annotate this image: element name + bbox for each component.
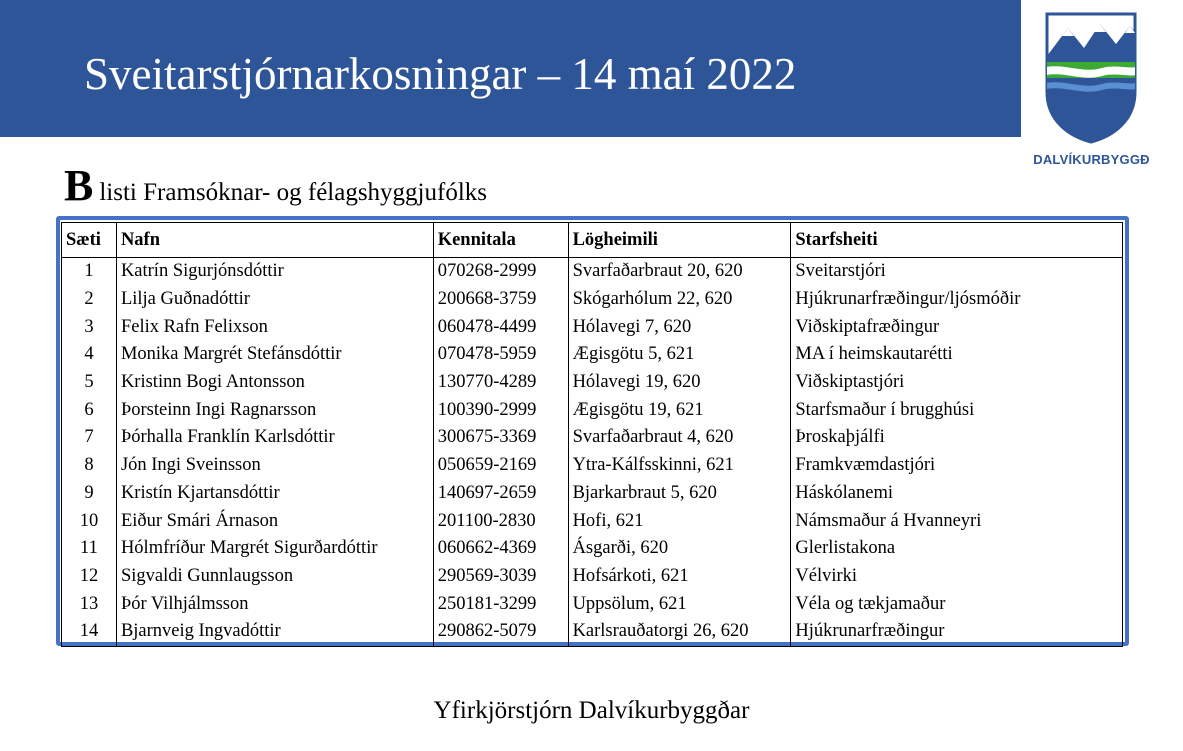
occupation-cell: Vélvirki: [791, 563, 1123, 591]
id-cell: 300675-3369: [433, 424, 568, 452]
id-cell: 130770-4289: [433, 369, 568, 397]
table-row: [62, 286, 1123, 314]
seat-cell: 10: [62, 507, 117, 535]
logo-wordmark: DALVÍKURBYGGÐ: [1033, 152, 1150, 167]
dalvikurbyggd-crest-icon: [1042, 8, 1140, 146]
address-cell: Ytra-Kálfsskinni, 621: [568, 452, 791, 480]
table-row: [62, 396, 1123, 424]
seat-cell: 9: [62, 480, 117, 508]
id-cell: 201100-2830: [433, 507, 568, 535]
list-name: listi Framsóknar- og félagshyggjufólks: [99, 179, 488, 206]
table-row: [62, 535, 1123, 563]
seat-cell: 6: [62, 396, 117, 424]
list-heading: [64, 160, 487, 211]
occupation-cell: Glerlistakona: [791, 535, 1123, 563]
seat-cell: 8: [62, 452, 117, 480]
table-row: [62, 369, 1123, 397]
table-header-row: [62, 223, 1123, 258]
seat-cell: 12: [62, 563, 117, 591]
id-cell: 060662-4369: [433, 535, 568, 563]
name-cell: Kristín Kjartansdóttir: [116, 480, 433, 508]
address-cell: Skógarhólum 22, 620: [568, 286, 791, 314]
id-cell: 200668-3759: [433, 286, 568, 314]
table-row: [62, 563, 1123, 591]
address-cell: Hofsárkoti, 621: [568, 563, 791, 591]
occupation-cell: Sveitarstjóri: [791, 258, 1123, 286]
name-cell: Þórhalla Franklín Karlsdóttir: [116, 424, 433, 452]
footer-authority: Yfirkjörstjórn Dalvíkurbyggðar: [433, 697, 750, 724]
id-cell: 250181-3299: [433, 590, 568, 618]
page-title: Sveitarstjórnarkosningar – 14 maí 2022: [84, 49, 797, 99]
candidates-table: [61, 222, 1123, 647]
seat-cell: 3: [62, 313, 117, 341]
occupation-cell: Námsmaður á Hvanneyri: [791, 507, 1123, 535]
id-cell: 290569-3039: [433, 563, 568, 591]
name-cell: Eiður Smári Árnason: [116, 507, 433, 535]
table-row: [62, 507, 1123, 535]
table-row: [62, 258, 1123, 286]
address-cell: Bjarkarbraut 5, 620: [568, 480, 791, 508]
name-cell: Þorsteinn Ingi Ragnarsson: [116, 396, 433, 424]
table-row: [62, 590, 1123, 618]
name-cell: Monika Margrét Stefánsdóttir: [116, 341, 433, 369]
table-row: [62, 341, 1123, 369]
seat-cell: 7: [62, 424, 117, 452]
name-cell: Bjarnveig Ingvadóttir: [116, 618, 433, 646]
id-cell: 060478-4499: [433, 313, 568, 341]
address-cell: Ásgarði, 620: [568, 535, 791, 563]
seat-cell: 1: [62, 258, 117, 286]
occupation-cell: Véla og tækjamaður: [791, 590, 1123, 618]
seat-cell: 5: [62, 369, 117, 397]
address-cell: Ægisgötu 5, 621: [568, 341, 791, 369]
column-header-occupation: Starfsheiti: [791, 223, 1123, 258]
occupation-cell: MA í heimskautarétti: [791, 341, 1123, 369]
occupation-cell: Framkvæmdastjóri: [791, 452, 1123, 480]
occupation-cell: Starfsmaður í brugghúsi: [791, 396, 1123, 424]
id-cell: 050659-2169: [433, 452, 568, 480]
occupation-cell: Þroskaþjálfi: [791, 424, 1123, 452]
seat-cell: 11: [62, 535, 117, 563]
id-cell: 290862-5079: [433, 618, 568, 646]
occupation-cell: Viðskiptastjóri: [791, 369, 1123, 397]
id-cell: 070268-2999: [433, 258, 568, 286]
name-cell: Felix Rafn Felixson: [116, 313, 433, 341]
name-cell: Katrín Sigurjónsdóttir: [116, 258, 433, 286]
table-row: [62, 313, 1123, 341]
id-cell: 070478-5959: [433, 341, 568, 369]
table-row: [62, 618, 1123, 646]
name-cell: Jón Ingi Sveinsson: [116, 452, 433, 480]
list-letter: B: [64, 161, 94, 210]
seat-cell: 13: [62, 590, 117, 618]
table-row: [62, 424, 1123, 452]
name-cell: Lilja Guðnadóttir: [116, 286, 433, 314]
occupation-cell: Háskólanemi: [791, 480, 1123, 508]
name-cell: Þór Vilhjálmsson: [116, 590, 433, 618]
address-cell: Karlsrauðatorgi 26, 620: [568, 618, 791, 646]
column-header-seat: Sæti: [62, 223, 117, 258]
name-cell: Sigvaldi Gunnlaugsson: [116, 563, 433, 591]
column-header-id: Kennitala: [433, 223, 568, 258]
occupation-cell: Viðskiptafræðingur: [791, 313, 1123, 341]
address-cell: Uppsölum, 621: [568, 590, 791, 618]
id-cell: 100390-2999: [433, 396, 568, 424]
address-cell: Hofi, 621: [568, 507, 791, 535]
occupation-cell: Hjúkrunarfræðingur/ljósmóðir: [791, 286, 1123, 314]
address-cell: Svarfaðarbraut 20, 620: [568, 258, 791, 286]
seat-cell: 2: [62, 286, 117, 314]
address-cell: Ægisgötu 19, 621: [568, 396, 791, 424]
table-row: [62, 452, 1123, 480]
address-cell: Hólavegi 7, 620: [568, 313, 791, 341]
occupation-cell: Hjúkrunarfræðingur: [791, 618, 1123, 646]
title-banner: [0, 0, 1021, 137]
seat-cell: 14: [62, 618, 117, 646]
address-cell: Svarfaðarbraut 4, 620: [568, 424, 791, 452]
table-row: [62, 480, 1123, 508]
column-header-address: Lögheimili: [568, 223, 791, 258]
name-cell: Hólmfríður Margrét Sigurðardóttir: [116, 535, 433, 563]
seat-cell: 4: [62, 341, 117, 369]
column-header-name: Nafn: [116, 223, 433, 258]
name-cell: Kristinn Bogi Antonsson: [116, 369, 433, 397]
id-cell: 140697-2659: [433, 480, 568, 508]
address-cell: Hólavegi 19, 620: [568, 369, 791, 397]
